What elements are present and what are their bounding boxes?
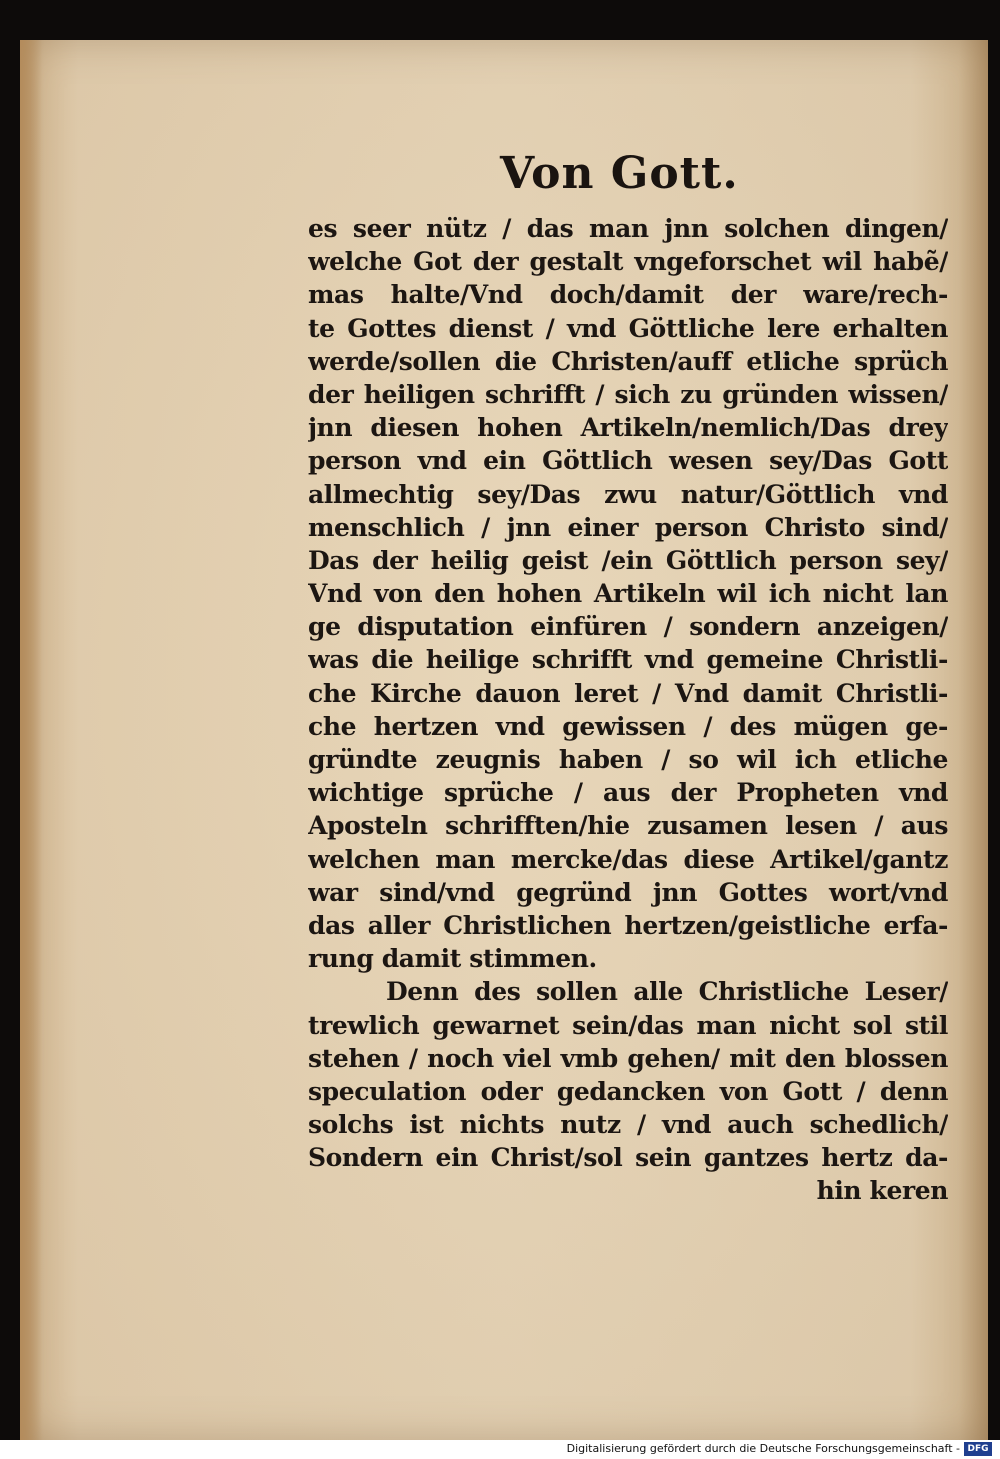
text-line: che hertzen vnd gewissen / des mügen ge- [308, 711, 948, 741]
funding-credit: Digitalisierung gefördert durch die Deutsche Forschungsgemeinschaft - [566, 1442, 960, 1455]
text-line: jnn diesen hohen Artikeln/nemlich/Das drey [308, 413, 948, 443]
text-line: werde/sollen die Christen/auff etliche sprüch [308, 346, 948, 376]
text-line: Sondern ein Christ/sol sein gantzes hertz da- [308, 1143, 948, 1173]
text-line: rung damit stimmen. [308, 944, 597, 974]
text-line: Das der heilig geist /ein Göttlich person sey/ [308, 545, 948, 575]
text-line: Denn des sollen alle Christliche Leser/ [386, 977, 948, 1007]
text-line: ge disputation einfüren / sondern anzeigen/ [308, 612, 948, 642]
text-line: welchen man mercke/das diese Artikel/gantz [308, 844, 948, 874]
text-line: gründte zeugnis haben / so wil ich etliche [308, 745, 948, 774]
text-line: speculation oder gedancken von Gott / denn [308, 1076, 948, 1106]
text-line: Vnd von den hohen Artikeln wil ich nicht lan [308, 579, 948, 609]
text-line: allmechtig sey/Das zwu natur/Göttlich vnd [308, 479, 948, 509]
text-line: mas halte/Vnd doch/damit der ware/rech- [308, 280, 948, 310]
catchword: hin keren [816, 1176, 948, 1206]
text-line: menschlich / jnn einer person Christo sind/ [308, 512, 948, 542]
text-line: te Gottes dienst / vnd Göttliche lere erhalten [308, 313, 948, 343]
text-line: wichtige sprüche / aus der Propheten vnd [308, 778, 948, 808]
dfg-logo-icon: DFG [964, 1442, 992, 1456]
text-line: was die heilige schrifft vnd gemeine Christli- [308, 645, 948, 675]
text-line: trewlich gewarnet sein/das man nicht sol stil [308, 1010, 948, 1040]
text-line: das aller Christlichen hertzen/geistliche erfa- [308, 910, 948, 940]
running-head: Von Gott. [500, 148, 739, 199]
text-line: person vnd ein Göttlich wesen sey/Das Gott [308, 446, 948, 476]
text-line: che Kirche dauon leret / Vnd damit Christli- [308, 678, 948, 708]
text-line: stehen / noch viel vmb gehen/ mit den blossen [308, 1043, 948, 1073]
text-line: war sind/vnd gegründ jnn Gottes wort/vnd [308, 877, 948, 907]
body-text [308, 212, 948, 1208]
book-page [20, 40, 988, 1440]
text-line: Aposteln schrifften/hie zusamen lesen / aus [308, 811, 948, 841]
text-line: es seer nütz / das man jnn solchen dingen/ [308, 214, 948, 243]
text-line: solchs ist nichts nutz / vnd auch schedlich/ [308, 1110, 948, 1140]
text-line: welche Got der gestalt vngeforschet wil habẽ/ [308, 247, 948, 277]
footer-bar [0, 1440, 1000, 1459]
text-line: der heiligen schrifft / sich zu gründen wissen/ [308, 379, 948, 409]
